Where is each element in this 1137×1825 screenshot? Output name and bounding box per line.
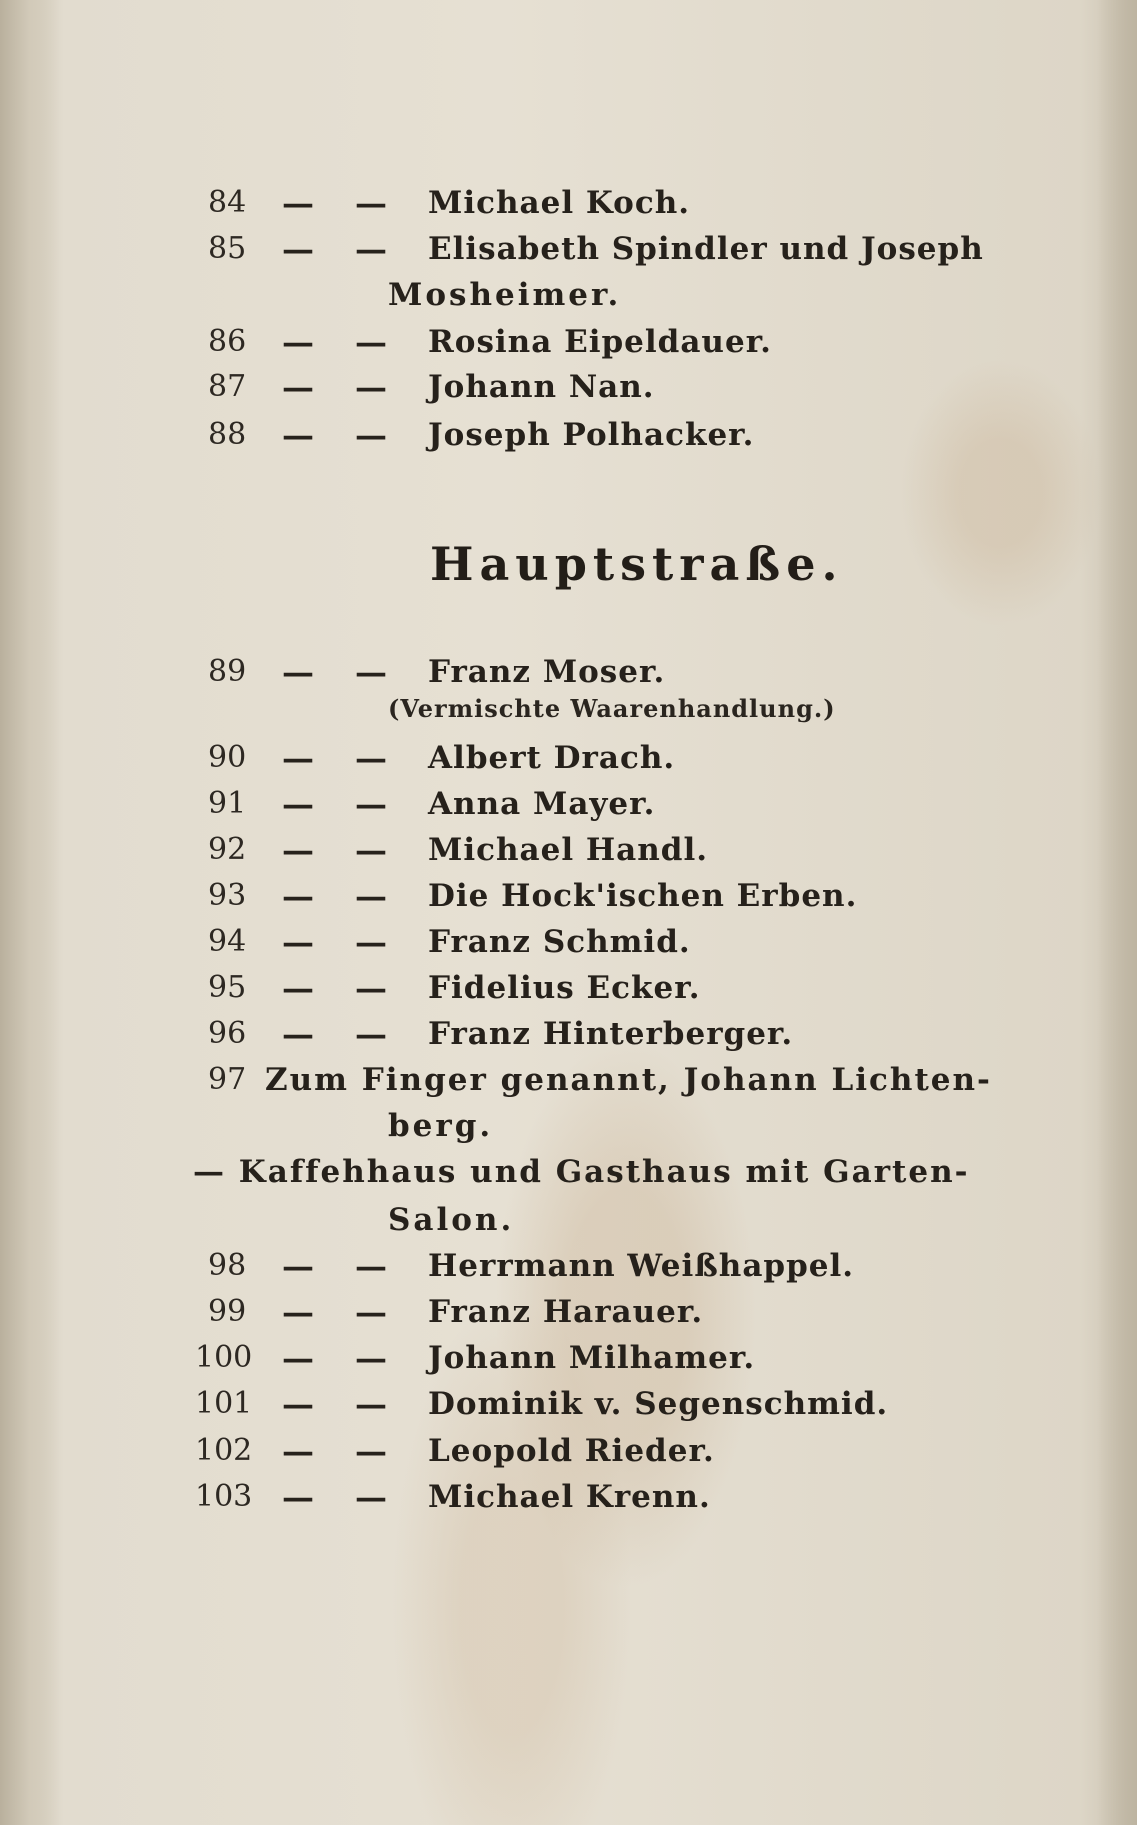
owner-name: Michael Handl. [428, 832, 709, 868]
owner-name: Johann Milhamer. [428, 1340, 756, 1376]
house-number: 102 [195, 1433, 253, 1468]
dash: — [355, 1293, 389, 1331]
owner-name: Michael Koch. [428, 185, 691, 221]
dash: — [355, 1015, 389, 1053]
dash: — [282, 1385, 316, 1423]
owner-name: Rosina Eipeldauer. [428, 324, 772, 360]
dash: — [282, 877, 316, 915]
dash: — [282, 1432, 316, 1470]
dash: — [282, 1293, 316, 1331]
owner-name: Franz Hinterberger. [428, 1016, 794, 1052]
house-number: 96 [208, 1016, 247, 1051]
dash: — [355, 877, 389, 915]
house-number: 94 [208, 924, 247, 959]
house-number: 99 [208, 1294, 247, 1329]
owner-name: Franz Moser. [428, 654, 666, 690]
dash: — [355, 739, 389, 777]
dash: — [355, 416, 389, 454]
house-number: 103 [195, 1479, 253, 1514]
dash: — [355, 323, 389, 361]
owner-name: Anna Mayer. [428, 786, 656, 822]
owner-name: Die Hock'ischen Erben. [428, 878, 858, 914]
dash: — [282, 368, 316, 406]
dash: — [282, 653, 316, 691]
house-number: 95 [208, 970, 247, 1005]
owner-name: Joseph Polhacker. [428, 417, 755, 453]
owner-name: Leopold Rieder. [428, 1433, 715, 1469]
owner-name: Albert Drach. [428, 740, 676, 776]
house-number: 100 [195, 1340, 253, 1375]
dash: — [282, 323, 316, 361]
page-edge [1097, 0, 1137, 1825]
dash: — [355, 368, 389, 406]
house-number: 91 [208, 786, 247, 821]
owner-name: Franz Schmid. [428, 924, 691, 960]
house-number: 98 [208, 1248, 247, 1283]
owner-name: Franz Harauer. [428, 1294, 704, 1330]
entry-text: Zum Finger genannt, Johann Lichten- [265, 1062, 992, 1098]
dash: — [355, 230, 389, 268]
house-number: 97 [208, 1062, 247, 1097]
dash: — [282, 1015, 316, 1053]
dash: — [282, 739, 316, 777]
entry-text-continued: Salon. [388, 1202, 515, 1238]
dash: — [282, 1247, 316, 1285]
entry-text: — Kaffehhaus und Gasthaus mit Garten- [193, 1154, 970, 1190]
entry-text-continued: berg. [388, 1108, 494, 1144]
dash: — [355, 184, 389, 222]
house-number: 101 [195, 1386, 253, 1421]
house-number: 84 [208, 185, 247, 220]
owner-name: Michael Krenn. [428, 1479, 711, 1515]
dash: — [282, 184, 316, 222]
dash: — [282, 230, 316, 268]
section-heading: Hauptstraße. [430, 537, 844, 591]
owner-name: Elisabeth Spindler und Joseph [428, 231, 984, 267]
dash: — [282, 923, 316, 961]
house-number: 89 [208, 654, 247, 689]
house-number: 90 [208, 740, 247, 775]
dash: — [355, 785, 389, 823]
page-gutter [0, 0, 64, 1825]
house-number: 87 [208, 369, 247, 404]
owner-name: Fidelius Ecker. [428, 970, 701, 1006]
dash: — [355, 1478, 389, 1516]
dash: — [355, 1339, 389, 1377]
house-number: 88 [208, 417, 247, 452]
dash: — [282, 785, 316, 823]
owner-name-continued: Mosheimer. [388, 277, 622, 313]
business-note: (Vermischte Waarenhandlung.) [388, 694, 836, 723]
dash: — [355, 1385, 389, 1423]
dash: — [355, 831, 389, 869]
house-number: 93 [208, 878, 247, 913]
dash: — [355, 653, 389, 691]
house-number: 86 [208, 324, 247, 359]
dash: — [282, 1478, 316, 1516]
dash: — [355, 923, 389, 961]
dash: — [282, 831, 316, 869]
dash: — [355, 1432, 389, 1470]
dash: — [282, 416, 316, 454]
dash: — [282, 1339, 316, 1377]
dash: — [282, 969, 316, 1007]
owner-name: Herrmann Weißhappel. [428, 1248, 855, 1284]
owner-name: Johann Nan. [428, 369, 655, 405]
dash: — [355, 969, 389, 1007]
owner-name: Dominik v. Segenschmid. [428, 1386, 889, 1422]
dash: — [355, 1247, 389, 1285]
house-number: 85 [208, 231, 247, 266]
house-number: 92 [208, 832, 247, 867]
